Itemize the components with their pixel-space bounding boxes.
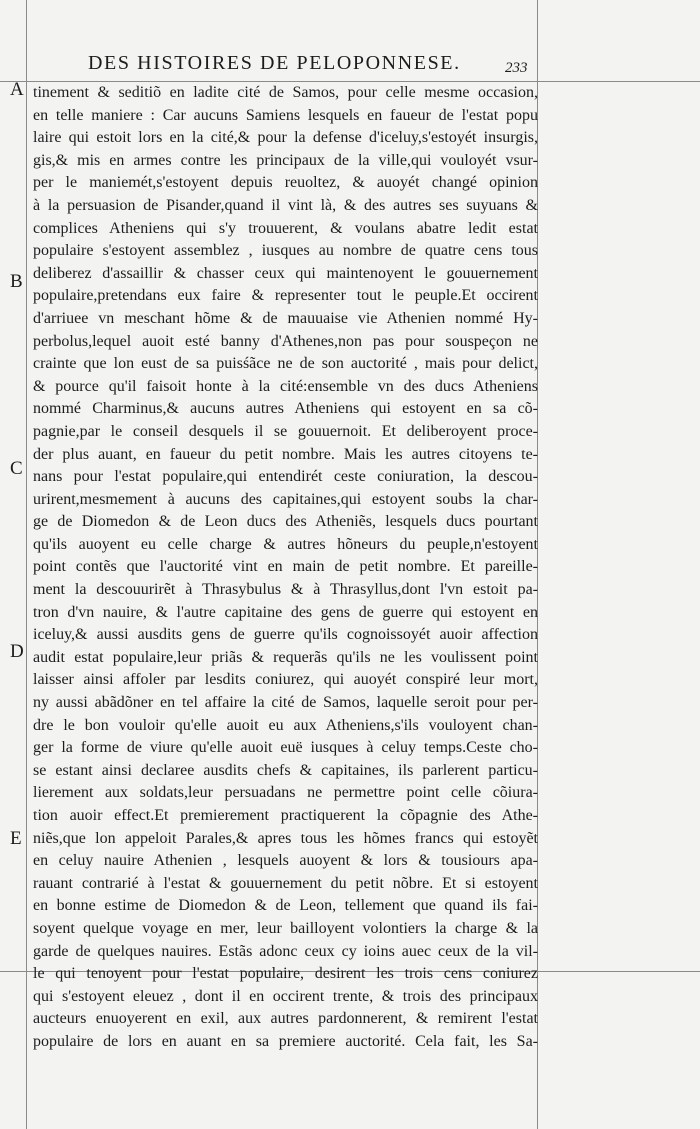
text-line: qui s'estoyent eleuez , dont il en occirent trente, & trois des principaux (33, 987, 538, 1005)
text-line: le qui tenoyent pour l'estat populaire, desirent les trois cens coniurez (33, 965, 538, 983)
running-head: DES HISTOIRES DE PELOPONNESE. (88, 52, 461, 74)
text-line: iceluy,& aussi ausdits gens de guerre qu'ils cognoissoyét auoir affection (33, 626, 538, 644)
text-line: tinement & seditiõ en ladite cité de Samos, pour celle mesme occasion, (33, 84, 538, 101)
text-line: populaire s'estoyent assemblez , iusques au nombre de quatre cens tous (33, 242, 538, 260)
text-line: urirent,mesmement à aucuns des capitaines,qui estoyent soubs la char- (33, 490, 538, 508)
text-line: ment la descouurirẽt à Thrasybulus & à Thrasyllus,dont l'vn estoit pa- (33, 581, 538, 599)
text-line: ny aussi abãdõner en tel affaire la cité de Samos, laquelle seroit pour per- (33, 694, 538, 712)
text-line: niẽs,que lon appeloit Parales,& apres tous les hõmes francs qui estoyẽt (33, 829, 538, 847)
text-line: rauant contrarié à l'estat & gouuernement du petit nõbre. Et si estoyent (33, 874, 538, 892)
left-margin-rule (26, 0, 27, 1129)
text-line: populaire de lors en auant en sa premiere auctorité. Cela fait, les Sa- (33, 1032, 538, 1050)
text-line: aucteurs enuoyerent en exil, aux autres pardonnerent, & remirent l'estat (33, 1010, 538, 1028)
text-line: ge de Diomedon & de Leon ducs des Atheniẽs, lesquels ducs pourtant (33, 513, 538, 531)
text-line: soyent quelque voyage en mer, leur bailloyent volontiers la charge & la (33, 919, 538, 937)
text-line: der plus auant, en faueur du petit nombre. Mais les autres citoyens te- (33, 445, 538, 463)
text-line: se estant ainsi declaree ausdits chefs & capitaines, ils parlerent particu- (33, 761, 538, 779)
text-line: nommé Charminus,& aucuns autres Atheniens qui estoyent en sa cõ- (33, 400, 538, 418)
text-line: populaire,pretendans eux faire & representer tout le peuple.Et occirent (33, 287, 538, 305)
text-line: point contẽs que l'auctorité vint en main de petit nombre. Et pareille- (33, 558, 538, 576)
margin-letter-a: A (10, 79, 24, 100)
text-line: tron d'vn nauire, & l'autre capitaine des gens de guerre qui estoyent en (33, 603, 538, 621)
text-line: perbolus,lequel auoit esté banny d'Athenes,non pas pour souspeçon ne (33, 332, 538, 350)
text-line: & pource qu'il faisoit honte à la cité:ensemble vn des ducs Atheniens (33, 377, 538, 395)
page-number: 233 (505, 60, 528, 76)
text-line: lierement aux soldats,leur persuadans ne permettre point celle cõiura- (33, 784, 538, 802)
margin-letter-d: D (10, 641, 24, 662)
text-line: à la persuasion de Pisander,quand il vint là, & des autres ses suyuans & (33, 196, 538, 214)
text-line: qu'ils auoyent eu celle charge & autres hõneurs du peuple,n'estoyent (33, 535, 538, 553)
text-line: d'arriuee vn meschant hõme & de mauuaise vie Athenien nommé Hy- (33, 309, 538, 327)
text-line: en telle maniere : Car aucuns Samiens lesquels en faueur de l'estat popu (33, 106, 538, 124)
margin-letter-c: C (10, 458, 23, 479)
text-line: ger la forme de viure qu'elle auoit euë iusques à celuy temps.Ceste cho- (33, 739, 538, 757)
text-line: gis,& mis en armes contre les principaux de la ville,qui vouloyét vsur- (33, 151, 538, 169)
text-line: en celuy nauire Athenien , lesquels auoyent & lors & tousiours apa- (33, 852, 538, 870)
text-line: crainte que lon eust de sa puisśãce ne de son auctorité , mais pour delict, (33, 355, 538, 373)
body-text (33, 82, 538, 1054)
text-line: laisser ainsi affoler par lesdits coniurez, qui auoyét conspiré leur mort, (33, 671, 538, 689)
text-line: complices Atheniens qui s'y trouuerent, & voulans abatre ledit estat (33, 219, 538, 237)
margin-letter-b: B (10, 271, 23, 292)
text-line: deliberez d'assaillir & chasser ceux qui maintenoyent le gouuernement (33, 264, 538, 282)
text-line: tion auoir effect.Et premierement practiquerent la cõpagnie des Athe- (33, 807, 538, 824)
text-line: laire qui estoit lors en la cité,& pour la defense d'iceluy,s'estoyét insurgis, (33, 129, 538, 147)
text-line: nans pour l'estat populaire,qui entendirét ceste coniuration, la descou- (33, 468, 538, 486)
text-line: audit estat populaire,leur priãs & requerãs qu'ils ne les voulissent point (33, 648, 538, 666)
text-line: en bonne estime de Diomedon & de Leon, tellement que quand ils fai- (33, 897, 538, 915)
margin-letter-e: E (10, 828, 22, 849)
text-line: per le maniemét,s'estoyent depuis reuoltez, & auoyét changé opinion (33, 174, 538, 192)
text-line: pagnie,par le conseil desquels il se gouuernoit. Et deliberoyent proce- (33, 422, 538, 440)
text-line: garde de quelques nauires. Estãs adonc ceux cy ioins auec ceux de la vil- (33, 942, 538, 960)
text-line: dre le bon vouloir qu'elle auoit eu aux Atheniens,s'ils vouloyent chan- (33, 716, 538, 734)
